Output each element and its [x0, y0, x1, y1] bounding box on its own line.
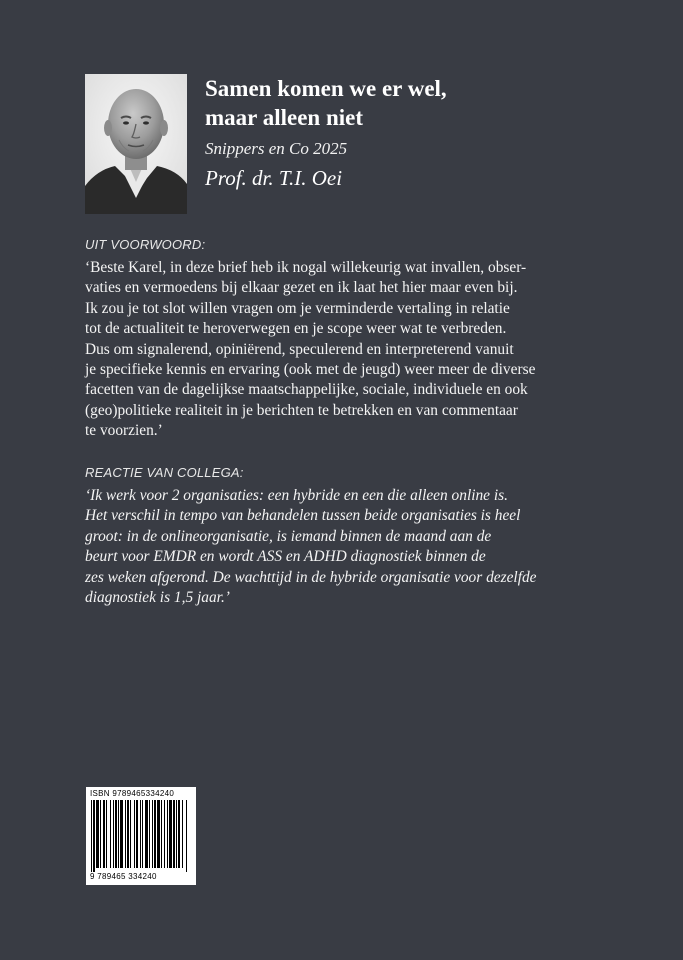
foreword-line: Ik zou je tot slot willen vragen om je verminderde vertaling in relatie [85, 299, 510, 317]
author-photo [85, 74, 187, 214]
colleague-quote [85, 486, 605, 608]
colleague-line: beurt voor EMDR en wordt ASS en ADHD diagnostiek binnen de [85, 548, 486, 566]
isbn-label: ISBN 9789465334240 [90, 789, 175, 798]
foreword-line: te voorzien.’ [85, 422, 163, 440]
foreword-line: tot de actualiteit te heroverwegen en je scope weer wat te verbreden. [85, 320, 507, 338]
foreword-quote [85, 258, 605, 442]
series-name: Snippers en Co 2025 [205, 139, 348, 158]
foreword-heading: UIT VOORWOORD: [85, 237, 206, 252]
foreword-line: je specifieke kennis en ervaring (ook met de jeugd) weer meer de diverse [85, 361, 536, 379]
book-title-line-1: Samen komen we er wel, [205, 76, 447, 101]
colleague-line: zes weken afgerond. De wachttijd in de hybride organisatie voor dezelfde [85, 568, 537, 586]
foreword-line: (geo)politieke realiteit in je berichten te betrekken en van commentaar [85, 401, 518, 419]
isbn-digits: 9 789465 334240 [90, 872, 157, 881]
isbn-barcode [86, 787, 196, 885]
foreword-line: vaties en vermoedens bij elkaar gezet en ik laat het hier maar even bij. [85, 279, 518, 297]
colleague-line: diagnostiek is 1,5 jaar.’ [85, 589, 230, 607]
author-name: Prof. dr. T.I. Oei [205, 166, 343, 190]
author-portrait-image [85, 74, 187, 214]
colleague-heading: REACTIE VAN COLLEGA: [85, 465, 244, 480]
barcode-bars [90, 800, 192, 872]
colleague-line: Het verschil in tempo van behandelen tussen beide organisaties is heel [85, 507, 521, 525]
colleague-line: ‘Ik werk voor 2 organisaties: een hybride en een die alleen online is. [85, 487, 508, 504]
foreword-line: facetten van de dagelijkse maatschappelijke, sociale, individuele en ook [85, 381, 528, 399]
foreword-line: ‘Beste Karel, in deze brief heb ik nogal willekeurig wat invallen, obser- [85, 259, 527, 276]
colleague-line: groot: in de onlineorganisatie, is iemand binnen de maand aan de [85, 527, 492, 545]
book-title-line-2: maar alleen niet [205, 105, 363, 130]
foreword-line: Dus om signalerend, opiniërend, speculerend en interpreterend vanuit [85, 340, 514, 358]
book-title [205, 74, 625, 132]
